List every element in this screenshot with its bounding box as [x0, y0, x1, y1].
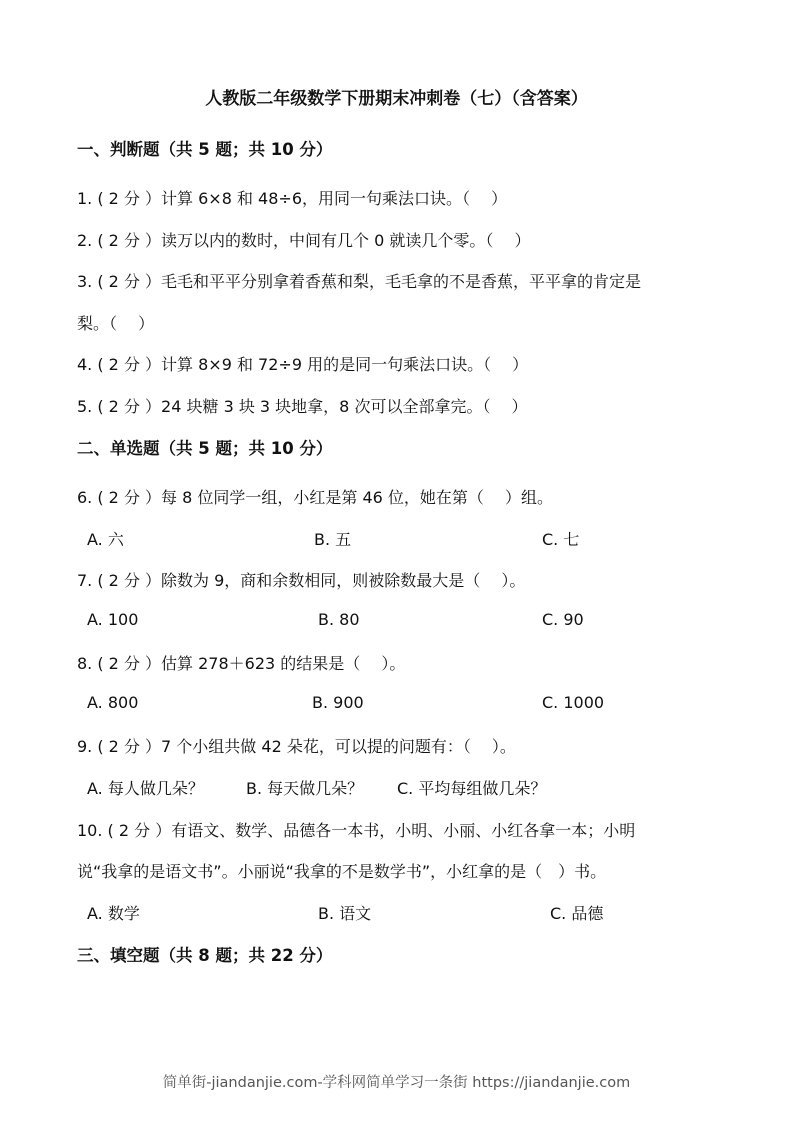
question-10-option-a: A. 数学: [87, 904, 140, 923]
section-heading-fill-blank: 三、填空题（共 8 题；共 22 分）: [77, 946, 333, 965]
section-heading-judgment: 一、判断题（共 5 题；共 10 分）: [77, 140, 333, 159]
question-9-option-a: A. 每人做几朵？: [87, 779, 204, 798]
question-10-option-c: C. 品德: [550, 904, 604, 923]
question-7-option-c: C. 90: [542, 610, 584, 629]
question-9-option-c: C. 平均每组做几朵？: [397, 779, 547, 798]
question-3-line-1: 3. ( 2 分 ）毛毛和平平分别拿着香蕉和梨，毛毛拿的不是香蕉，平平拿的肯定是: [77, 272, 642, 291]
question-4: 4. ( 2 分 ）计算 8×9 和 72÷9 用的是同一句乘法口诀。（ ）: [77, 355, 529, 374]
question-1: 1. ( 2 分 ）计算 6×8 和 48÷6，用同一句乘法口诀。（ ）: [77, 189, 508, 208]
question-9-option-b: B. 每天做几朵？: [246, 779, 364, 798]
question-8: 8. ( 2 分 ）估算 278＋623 的结果是（ ）。: [77, 654, 406, 673]
question-10-line-1: 10. ( 2 分 ）有语文、数学、品德各一本书，小明、小丽、小红各拿一本；小明: [77, 821, 636, 840]
question-7-option-a: A. 100: [87, 610, 139, 629]
question-3-line-2: 梨。（ ）: [77, 314, 155, 333]
question-9: 9. ( 2 分 ）7 个小组共做 42 朵花，可以提的问题有：（ ）。: [77, 737, 516, 756]
question-10-option-b: B. 语文: [318, 904, 372, 923]
page-footer: 简单街-jiandanjie.com-学科网简单学习一条街 https://jiandanjie.com: [162, 1075, 631, 1091]
question-8-option-a: A. 800: [87, 693, 139, 712]
question-6: 6. ( 2 分 ）每 8 位同学一组，小红是第 46 位，她在第（ ）组。: [77, 488, 554, 507]
question-6-option-a: A. 六: [87, 530, 124, 549]
section-heading-single-choice: 二、单选题（共 5 题；共 10 分）: [77, 439, 333, 458]
question-7-option-b: B. 80: [318, 610, 360, 629]
question-5: 5. ( 2 分 ）24 块糖 3 块 3 块地拿，8 次可以全部拿完。（ ）: [77, 397, 528, 416]
question-6-option-c: C. 七: [542, 530, 580, 549]
question-8-option-c: C. 1000: [542, 693, 605, 712]
question-7: 7. ( 2 分 ）除数为 9，商和余数相同，则被除数最大是（ ）。: [77, 571, 526, 590]
question-2: 2. ( 2 分 ）读万以内的数时，中间有几个 0 就读几个零。（ ）: [77, 231, 531, 250]
question-10-line-2: 说“我拿的是语文书”。小丽说“我拿的不是数学书”，小红拿的是（ ）书。: [77, 862, 607, 881]
page-title: 人教版二年级数学下册期末冲刺卷（七）（含答案）: [205, 89, 588, 109]
question-6-option-b: B. 五: [314, 530, 352, 549]
question-8-option-b: B. 900: [312, 693, 364, 712]
